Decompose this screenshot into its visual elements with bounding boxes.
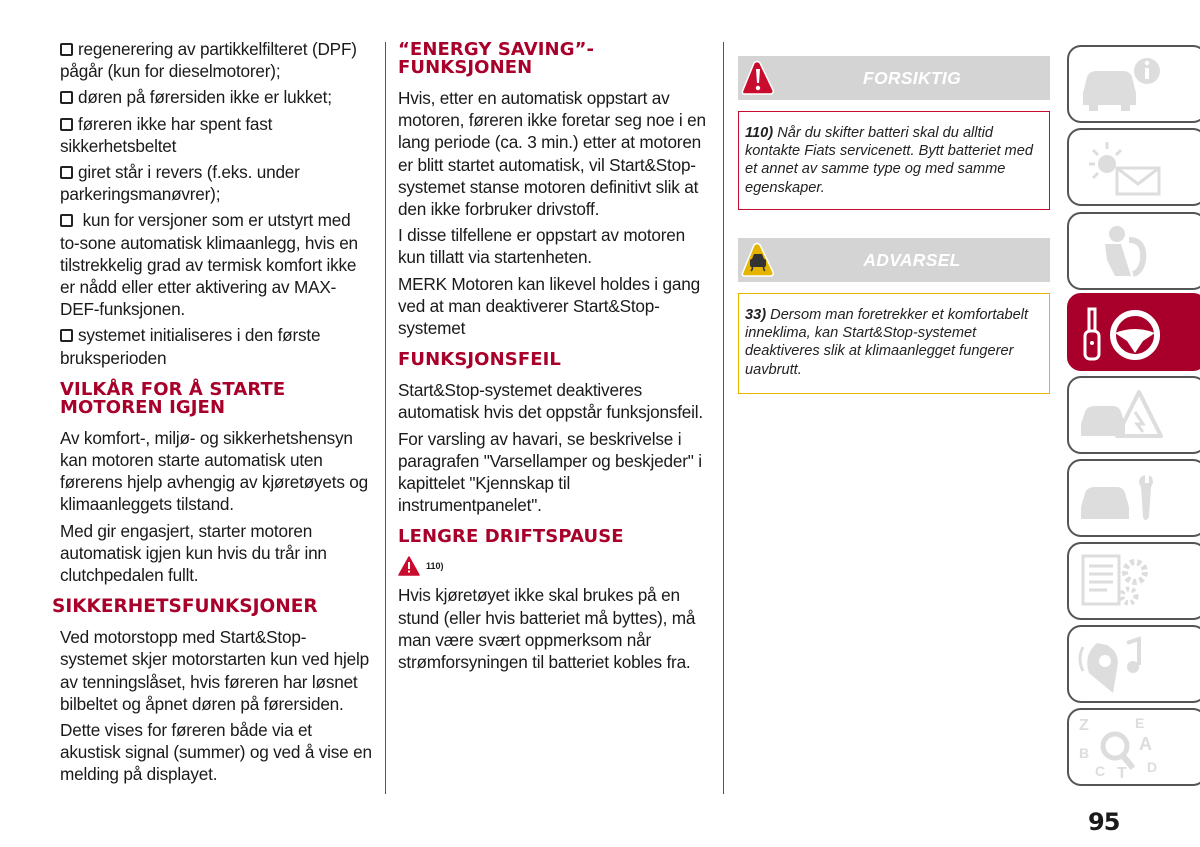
section-heading: “ENERGY SAVING”-FUNKSJONEN	[398, 39, 595, 78]
chapter-tab-starting-driving[interactable]	[1067, 293, 1200, 371]
paragraph: For varsling av havari, se beskrivelse i paragrafen "Varsellamper og beskjeder" i kapittelet "Kjennskap til instrumentpanelet".	[398, 428, 702, 516]
key-steering-icon	[1077, 301, 1163, 363]
caution-label: FORSIKTIG	[863, 67, 961, 88]
svg-text:C: C	[1095, 763, 1106, 778]
light-mail-icon	[1077, 136, 1163, 198]
svg-text:A: A	[1139, 734, 1152, 754]
list-item: systemet initialiseres i den første bruksperioden	[60, 325, 321, 368]
chapter-tab-emergency[interactable]	[1067, 376, 1200, 454]
chapter-tab-car-info[interactable]	[1067, 45, 1200, 123]
warning-box	[738, 238, 1050, 394]
caution-text: 110) Når du skifter batteri skal du alltid kontakte Fiats servicenett. Bytt batteriet med et annet av samme type og med samme egenskaper.	[738, 111, 1050, 210]
list-item: føreren ikke har spent fast sikkerhetsbeltet	[60, 113, 273, 156]
paragraph: Hvis, etter en automatisk oppstart av motoren, føreren ikke foretar seg noe i en lang periode (ca. 3 min.) etter at motoren er blitt startet automatisk, vil Start&Stop-systemet stanse motoren definitivt slik at den ikke forbruker drivstoff.	[398, 88, 706, 220]
column-divider	[385, 42, 386, 794]
paragraph: I disse tilfellene er oppstart av motoren kun tillatt via startenheten.	[398, 225, 686, 268]
media-icon	[1077, 633, 1163, 695]
list-item: giret står i revers (f.eks. under parkeringsmanøvrer);	[60, 162, 300, 205]
warning-text: 33) Dersom man foretrekker et komfortabelt inneklima, kan Start&Stop-systemet deaktiveres slik at klimaanlegget fungerer uavbrutt.	[738, 293, 1050, 394]
warning-triangle-icon	[398, 556, 420, 576]
checkbox-bullet-icon	[60, 43, 73, 56]
checkbox-bullet-icon	[60, 91, 73, 104]
paragraph: Med gir engasjert, starter motoren automatisk igjen kun hvis du trår inn clutchpedalen fullt.	[60, 520, 327, 586]
section-heading: VILKÅR FOR Å STARTE MOTOREN IGJEN	[60, 378, 286, 418]
index-icon	[1077, 716, 1163, 778]
reference-number: 110)	[426, 561, 444, 572]
checkbox-bullet-icon	[60, 329, 73, 342]
warning-label: ADVARSEL	[863, 249, 961, 270]
list-item: kun for versjoner som er utstyrt med to-sone automatisk klimaanlegg, hvis en tilstrekkelig grad av termisk komfort ikke er nådd eller etter aktivering av MAX-DEF-funksjonen.	[60, 210, 358, 320]
chapter-tab-index[interactable]	[1067, 708, 1200, 786]
paragraph: Av komfort-, miljø- og sikkerhetshensyn kan motoren starte automatisk uten førerens hjelp avhengig av kjøretøyets og klimaanleggets tilstand.	[60, 427, 369, 515]
column-left	[52, 38, 372, 790]
car-skid-warning-icon	[740, 242, 776, 280]
chapter-tab-safety[interactable]	[1067, 212, 1200, 290]
checkbox-bullet-icon	[60, 214, 73, 227]
caution-header	[738, 56, 1050, 100]
list-item: døren på førersiden ikke er lukket;	[60, 86, 372, 108]
caution-box	[738, 56, 1050, 210]
paragraph: Start&Stop-systemet deaktiveres automatisk hvis det oppstår funksjonsfeil.	[398, 380, 703, 423]
specs-gear-icon	[1077, 550, 1163, 612]
column-middle	[398, 38, 710, 677]
chapter-tab-multimedia[interactable]	[1067, 625, 1200, 703]
chapter-tab-lights[interactable]	[1067, 128, 1200, 206]
chapter-tab-specifications[interactable]	[1067, 542, 1200, 620]
svg-text:Z: Z	[1079, 717, 1089, 734]
column-divider	[723, 42, 724, 794]
svg-text:D: D	[1147, 759, 1158, 775]
list-item: regenerering av partikkelfilteret (DPF) pågår (kun for dieselmotorer);	[60, 39, 357, 82]
svg-text:E: E	[1135, 716, 1145, 731]
car-info-icon	[1077, 53, 1163, 115]
paragraph: Ved motorstopp med Start&Stop-systemet skjer motorstarten kun ved hjelp av tenningslåset, hvis føreren har løsnet bilbeltet og åpnet døren på førersiden.	[60, 627, 369, 714]
svg-text:T: T	[1117, 765, 1127, 778]
page-number: 95	[1088, 808, 1120, 836]
airbag-icon	[1077, 220, 1163, 282]
warning-header	[738, 238, 1050, 282]
checkbox-bullet-icon	[60, 118, 73, 131]
paragraph: MERK Motoren kan likevel holdes i gang ved at man deaktiverer Start&Stop-systemet	[398, 273, 700, 339]
car-crash-icon	[1077, 384, 1163, 446]
section-heading: LENGRE DRIFTSPAUSE	[398, 526, 624, 548]
section-heading: SIKKERHETSFUNKSJONER	[52, 596, 318, 618]
chapter-tab-maintenance[interactable]	[1067, 459, 1200, 537]
paragraph: Dette vises for føreren både via et akustisk signal (summer) og ved å vise en melding på displayet.	[60, 720, 372, 785]
svg-text:B: B	[1079, 745, 1090, 761]
car-wrench-icon	[1077, 467, 1163, 529]
checkbox-bullet-icon	[60, 166, 73, 179]
caution-triangle-icon	[740, 60, 776, 98]
paragraph: Hvis kjøretøyet ikke skal brukes på en stund (eller hvis batteriet må byttes), må man være svært oppmerksom når strømforsyningen til batteriet kobles fra.	[398, 585, 696, 673]
section-heading: FUNKSJONSFEIL	[398, 349, 561, 371]
caution-reference	[398, 556, 710, 576]
